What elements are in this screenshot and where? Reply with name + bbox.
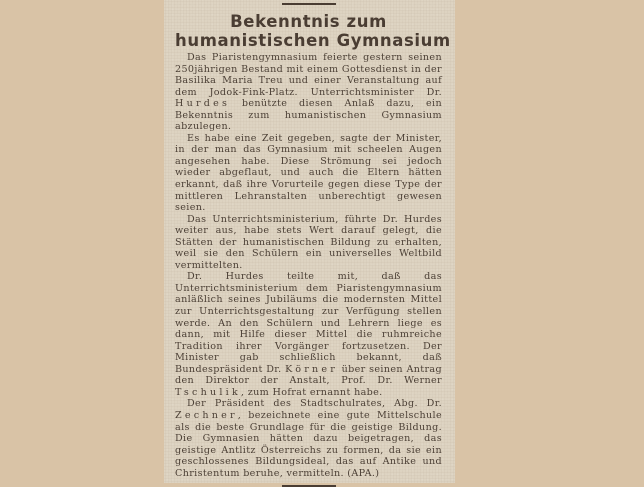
- text-segment: Der Präsident des Stadtschulrates, Abg. Dr.: [187, 398, 442, 410]
- text-segment: Das Piaristengymnasium feierte gestern seinen 250jährigen Bestand mit einem Gottesdienst in der Basilika Maria Treu und einer Veranstaltung auf dem Jodok-Fink-Platz. Unterrichtsminister Dr.: [175, 52, 442, 98]
- text-segment: Das Unterrichtsministerium, führte Dr. Hurdes weiter aus, habe stets Wert darauf gelegt, die Stätten der humanistischen Bildung zu erhalten, weil sie den Schülern ein universelles Weltbild vermittelten.: [175, 213, 442, 271]
- paragraph-1: [175, 52, 442, 133]
- text-segment: , zum Hofrat ernannt habe.: [240, 386, 383, 398]
- headline: [175, 12, 451, 50]
- paragraph-5: [175, 398, 442, 479]
- article-body: [175, 52, 442, 479]
- name-hurdes: Hurdes: [175, 98, 231, 110]
- text-segment: , bezeichnete eine gute Mittelschule als die beste Grundlage für die geistige Bildung. Die Gymnasien hätten dazu beigetragen, das geistige Antlitz Österreichs zu formen, da sie ein geschlossenes Bildungsideal, das auf Antike und Christentum beruhe, vermitteln. (APA.): [175, 409, 442, 479]
- name-koerner: Körner: [285, 363, 339, 375]
- paragraph-3: [175, 214, 442, 272]
- headline-line-2: humanistischen Gymnasium: [175, 31, 451, 50]
- headline-line-1: Bekenntnis zum: [230, 12, 387, 31]
- paragraph-2: [175, 133, 442, 214]
- name-tschulik: Tschulik: [175, 386, 241, 398]
- text-segment: benützte diesen Anlaß dazu, ein Bekenntnis zum humanistischen Gymnasium abzulegen.: [175, 98, 442, 133]
- text-segment: Dr. Hurdes teilte mit, daß das Unterrichtsministerium dem Piaristengymnasium anläßlich seines Jubiläums die modernsten Mittel zur Unterrichtsgestaltung zur Verfügung stellen werde. An den Schülern und Lehrern liege es dann, mit Hilfe dieser Mittel die ruhmreiche Tradition ihrer Vorgänger fortzusetzen. Der Minister gab schließlich bekannt, daß Bundespräsident Dr.: [175, 271, 442, 375]
- text-segment: über seinen Antrag den Direktor der Anstalt, Prof. Dr. Werner: [175, 363, 442, 387]
- paragraph-4: [175, 271, 442, 398]
- name-zechner: Zechner: [175, 409, 238, 421]
- text-segment: Es habe eine Zeit gegeben, sagte der Minister, in der man das Gymnasium mit scheelen Augen angesehen habe. Diese Strömung sei jedoch wieder abgeflaut, und auch die Eltern hätten erkannt, daß ihre Vorurteile gegen diese Type der mittleren Lehranstalten unberechtigt gewesen seien.: [175, 132, 442, 214]
- top-rule-divider: [282, 3, 336, 5]
- newspaper-clipping: [164, 0, 455, 483]
